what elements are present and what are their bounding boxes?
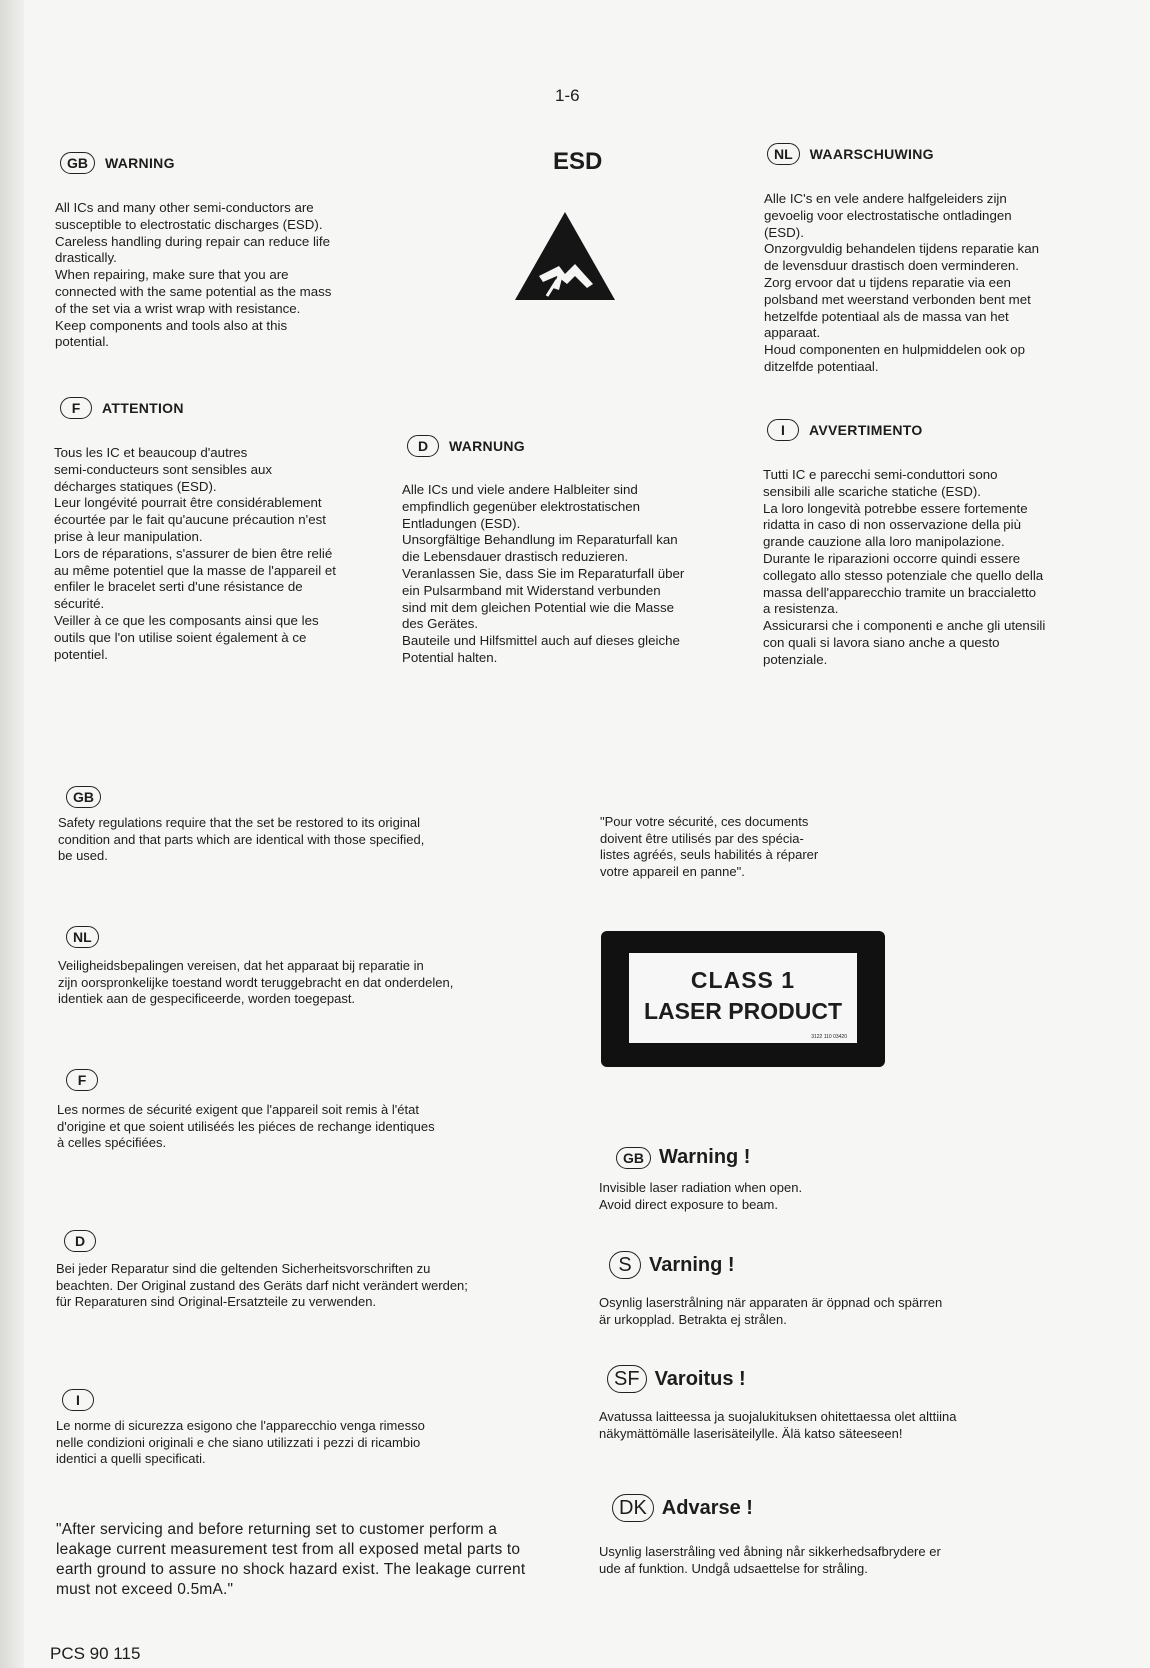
page-number: 1-6 bbox=[555, 86, 580, 105]
country-badge-gb: GB bbox=[616, 1147, 651, 1169]
country-badge-d: D bbox=[407, 435, 439, 457]
warning-i-header bbox=[767, 419, 923, 441]
laser-warning-gb-title: Warning ! bbox=[659, 1146, 751, 1168]
laser-warning-sf-title: Varoitus ! bbox=[654, 1367, 746, 1390]
warning-d-header bbox=[407, 435, 525, 457]
warning-nl-header bbox=[767, 143, 934, 165]
safety-gb-header bbox=[66, 786, 101, 808]
country-badge-dk: DK bbox=[612, 1494, 654, 1522]
warning-i-title: AVVERTIMENTO bbox=[809, 422, 923, 438]
country-badge-nl: NL bbox=[66, 926, 99, 948]
laser-warning-gb-header bbox=[616, 1146, 750, 1169]
warning-nl-text: Alle IC's en vele andere halfgeleiders zijn gevoelig voor electrostatische ontladingen (ESD). Onzorgvuldig behandelen tijdens reparatie kan de levensduur drastisch doen verminderen. Zorg ervoor dat u tijdens reparatie via een polsband met weerstand verbonden bent met hetzelfde potentiaal als de massa van het apparaat. Houd componenten en hulpmiddelen ook op ditzelfde potentiaal. bbox=[764, 191, 1039, 374]
warning-gb-text: All ICs and many other semi-conductors are susceptible to electrostatic discharges (ESD). Careless handling during repair can reduce life drastically. When repairing, make sure that you are connected with the same potential as the mass of the set via a wrist wrap with resistance. Keep components and tools also at this potential. bbox=[55, 200, 332, 350]
french-note: "Pour votre sécurité, ces documents doivent être utilisés par des spécia- listes agréés, seuls habilités à réparer votre appareil en panne". bbox=[600, 814, 819, 879]
safety-f-header bbox=[66, 1069, 98, 1091]
country-badge-f: F bbox=[66, 1069, 98, 1091]
country-badge-d: D bbox=[64, 1230, 96, 1252]
laser-warning-s-header bbox=[609, 1251, 735, 1279]
country-badge-gb: GB bbox=[60, 152, 95, 174]
esd-warning-triangle-icon bbox=[513, 210, 617, 302]
country-badge-gb: GB bbox=[66, 786, 101, 808]
laser-class-label bbox=[601, 931, 885, 1067]
warning-f-title: ATTENTION bbox=[102, 400, 184, 416]
warning-gb-title: WARNING bbox=[105, 155, 175, 171]
country-badge-i: I bbox=[767, 419, 799, 441]
safety-i-text: Le norme di sicurezza esigono che l'apparecchio venga rimesso nelle condizioni originali e che siano utilizzati i pezzi di ricambio identici a quelli specificati. bbox=[56, 1418, 425, 1466]
page-edge bbox=[0, 0, 24, 1668]
country-badge-s: S bbox=[609, 1251, 641, 1279]
warning-f-header bbox=[60, 397, 184, 419]
laser-warning-s-title: Varning ! bbox=[649, 1253, 735, 1276]
laser-warning-s-text: Osynlig laserstrålning när apparaten är öppnad och spärren är urkopplad. Betrakta ej strålen. bbox=[599, 1295, 943, 1327]
country-badge-sf: SF bbox=[607, 1365, 647, 1393]
country-badge-i: I bbox=[62, 1389, 94, 1411]
laser-warning-dk-title: Advarse ! bbox=[661, 1496, 753, 1519]
safety-nl-header bbox=[66, 926, 99, 948]
warning-f-text: Tous les IC et beaucoup d'autres semi-conducteurs sont sensibles aux décharges statiques (ESD). Leur longévité pourrait être considérablement écourtée par le fait qu'aucune précaution n'est prise à leur manipulation. Lors de réparations, s'assurer de bien être relié au même potentiel que la masse de l'appareil et enfiler le bracelet serti d'une résistance de sécurité. Veiller à ce que les composants ainsi que les outils que l'on utilise soient également à ce potentiel. bbox=[54, 445, 336, 662]
laser-label-code: 3122 110 03420 bbox=[811, 1034, 847, 1040]
warning-nl-title: WAARSCHUWING bbox=[809, 146, 934, 162]
laser-label-panel bbox=[629, 953, 857, 1043]
laser-label-class: CLASS 1 bbox=[690, 967, 796, 993]
laser-warning-dk-header bbox=[612, 1494, 753, 1522]
laser-warning-sf-header bbox=[607, 1365, 746, 1393]
safety-d-header bbox=[64, 1230, 96, 1252]
safety-f-text: Les normes de sécurité exigent que l'appareil soit remis à l'état d'origine et que soient utiliséés les piéces de rechange identiques à celles spécifiées. bbox=[57, 1102, 435, 1150]
safety-nl-text: Veiligheidsbepalingen vereisen, dat het apparaat bij reparatie in zijn oorspronkelijke toestand wordt teruggebracht en dat onderdelen, identiek aan de gespecificeerde, worden toegepast. bbox=[58, 958, 454, 1006]
safety-i-header bbox=[62, 1389, 94, 1411]
warning-gb-header bbox=[60, 152, 175, 174]
warning-i-text: Tutti IC e parecchi semi-conduttori sono sensibili alle scariche statiche (ESD). La loro longevità potrebbe essere fortemente ridatta in caso di non osservazione della più grande cauzione alla loro manipolazione. Durante le riparazioni occorre quindi essere collegato allo stesso potenziale che quello della massa dell'apparecchio tramite un braccialetto a resistenza. Assicurarsi che i componenti e anche gli utensili con quali si lavora siano anche a questo potenziale. bbox=[763, 467, 1046, 667]
safety-d-text: Bei jeder Reparatur sind die geltenden Sicherheitsvorschriften zu beachten. Der Original zustand des Geräts darf nicht verändert werden; für Reparaturen sind Original-Ersatzteile zu verwenden. bbox=[56, 1261, 468, 1309]
laser-label-product: LASER PRODUCT bbox=[643, 998, 843, 1024]
country-badge-nl: NL bbox=[767, 143, 800, 165]
leakage-note: "After servicing and before returning set to customer perform a leakage current measurement test from all exposed metal parts to earth ground to assure no shock hazard exist. The leakage current must not exceed 0.5mA." bbox=[56, 1521, 526, 1598]
esd-title: ESD bbox=[553, 148, 603, 175]
country-badge-f: F bbox=[60, 397, 92, 419]
laser-warning-dk-text: Usynlig laserstråling ved åbning når sikkerhedsafbrydere er ude af funktion. Undgå udsaettelse for stråling. bbox=[599, 1544, 941, 1576]
warning-d-title: WARNUNG bbox=[449, 438, 525, 454]
warning-d-text: Alle ICs und viele andere Halbleiter sind empfindlich gegenüber elektrostatischen Entladungen (ESD). Unsorgfältige Behandlung im Reparaturfall kan die Lebensdauer drastisch reduzieren. Veranlassen Sie, dass Sie im Reparaturfall über ein Pulsarmband mit Widerstand verbunden sind mit dem gleichen Potential wie die Masse des Gerätes. Bauteile und Hilfsmittel auch auf dieses gleiche Potential halten. bbox=[402, 482, 685, 665]
safety-gb-text: Safety regulations require that the set be restored to its original condition and that parts which are identical with those specified, be used. bbox=[58, 815, 425, 863]
laser-warning-sf-text: Avatussa laitteessa ja suojalukituksen ohitettaessa olet alttiina näkymättömälle laserisäteilylle. Älä katso säteeseen! bbox=[599, 1409, 957, 1441]
laser-warning-gb-text: Invisible laser radiation when open. Avoid direct exposure to beam. bbox=[599, 1180, 803, 1212]
footer-code: PCS 90 115 bbox=[50, 1644, 141, 1663]
